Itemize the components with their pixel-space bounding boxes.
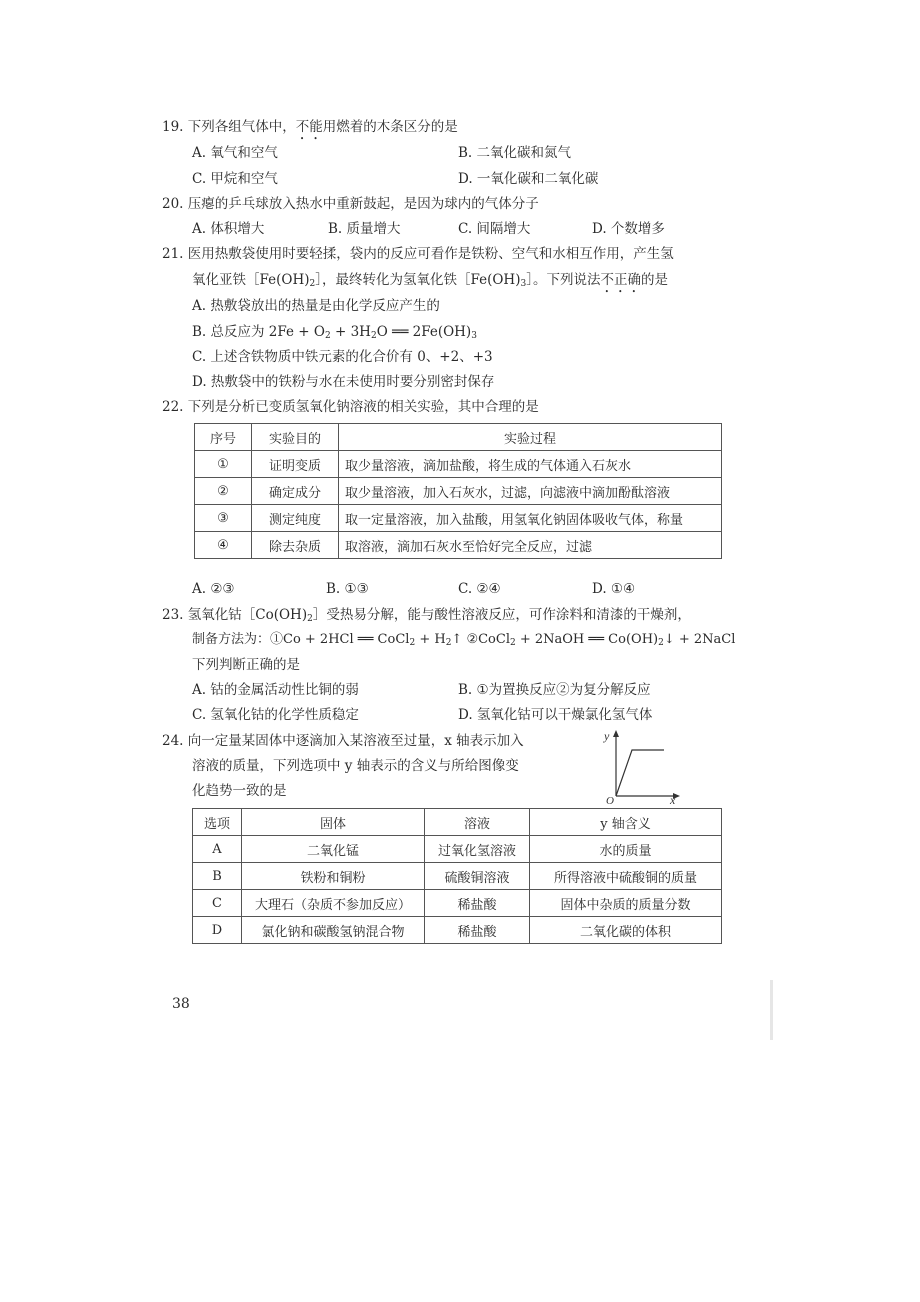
- q23-l2-sub2: 2: [445, 638, 452, 648]
- q21-l2-sub1: 2: [309, 279, 316, 289]
- q24-stem-line2: 溶液的质量，下列选项中 y 轴表示的含义与所给图像变: [192, 758, 519, 774]
- q22-header-cell: 实验过程: [339, 424, 722, 451]
- q24-cell: B: [193, 863, 242, 890]
- table-row: [195, 532, 722, 559]
- graph-curve: [616, 750, 664, 796]
- table-row: [193, 917, 722, 944]
- q24-cell: 稀盐酸: [425, 890, 530, 917]
- q22-option-a: A. ②③: [192, 581, 235, 597]
- q20-option-a: A. 体积增大: [192, 221, 265, 237]
- q19-option-b: B. 二氧化碳和氮气: [458, 145, 572, 161]
- q23-l2-a: 制备方法为：①Co + 2HCl ══ CoCl: [192, 632, 410, 647]
- q24-cell: 二氧化碳的体积: [530, 917, 722, 944]
- q22-cell: ②: [195, 478, 252, 505]
- origin-label: O: [606, 795, 614, 804]
- q21-b-b: + 3H: [330, 324, 371, 340]
- q22-cell: ③: [195, 505, 252, 532]
- q19-option-c: C. 甲烷和空气: [192, 171, 278, 187]
- q23-l2-b: + H: [415, 632, 446, 647]
- q22-cell: ①: [195, 451, 252, 478]
- q19-option-a: A. 氧气和空气: [192, 145, 278, 161]
- q22-header-cell: 序号: [195, 424, 252, 451]
- q22-table-header: [195, 424, 722, 451]
- q19-option-d: D. 一氧化碳和二氧化碳: [458, 171, 599, 187]
- q22-option-c: C. ②④: [458, 581, 501, 597]
- q23-option-d: D. 氢氧化钴可以干燥氯化氢气体: [458, 707, 653, 723]
- q23-l2-d: + 2NaOH ══ Co(OH): [515, 632, 659, 647]
- q21-option-a: A. 热敷袋放出的热量是由化学反应产生的: [192, 298, 440, 314]
- table-row: [195, 451, 722, 478]
- q21-b-a: B. 总反应为 2Fe + O: [192, 324, 325, 340]
- q24-cell: 铁粉和铜粉: [242, 863, 425, 890]
- q20-stem: 20. 压瘪的乒乓球放入热水中重新鼓起，是因为球内的气体分子: [162, 196, 539, 212]
- q24-cell: 所得溶液中硫酸铜的质量: [530, 863, 722, 890]
- q21-option-b: [192, 323, 477, 341]
- q19-stem-a: 19. 下列各组气体中，: [162, 119, 296, 135]
- q24-stem-line1: 24. 向一定量某固体中逐滴加入某溶液至过量，x 轴表示加入: [162, 733, 524, 749]
- table-row: [195, 505, 722, 532]
- q24-cell: A: [193, 836, 242, 863]
- q24-graph: [598, 728, 682, 804]
- q24-cell: 氯化钠和碳酸氢钠混合物: [242, 917, 425, 944]
- q21-b-sub2: 2: [370, 331, 377, 341]
- x-axis-label: x: [670, 793, 676, 804]
- q20-option-b: B. 质量增大: [328, 221, 401, 237]
- q23-l1-sub: 2: [307, 614, 313, 624]
- q24-table: [192, 808, 722, 944]
- q21-l2-emphasis: 不正确: [600, 272, 641, 288]
- q21-l2-c: ］。下列说法: [526, 272, 601, 288]
- q23-l2-sub3: 2: [509, 638, 516, 648]
- q19-stem-emphasis: 不能: [295, 119, 323, 135]
- q21-l2-b: ］，最终转化为氢氧化铁［Fe(OH): [315, 272, 521, 288]
- scan-edge-mark: [770, 980, 773, 1040]
- q24-cell: 硫酸铜溶液: [425, 863, 530, 890]
- q21-l2-a: 氧化亚铁［Fe(OH): [192, 272, 310, 288]
- q24-stem-line3: 化趋势一致的是: [192, 783, 287, 799]
- q24-header-cell: y 轴含义: [530, 809, 722, 836]
- q24-cell: 稀盐酸: [425, 917, 530, 944]
- q24-header-cell: 溶液: [425, 809, 530, 836]
- q21-stem-line2: [192, 271, 668, 296]
- q24-cell: D: [193, 917, 242, 944]
- table-row: [193, 863, 722, 890]
- q22-option-b: B. ①③: [326, 581, 369, 597]
- q22-header-cell: 实验目的: [252, 424, 339, 451]
- q24-header-cell: 固体: [242, 809, 425, 836]
- q22-cell: 取少量溶液，滴加盐酸，将生成的气体通入石灰水: [339, 451, 722, 478]
- q24-cell: 过氧化氢溶液: [425, 836, 530, 863]
- q24-header-cell: 选项: [193, 809, 242, 836]
- q21-option-d: D. 热敷袋中的铁粉与水在未使用时要分别密封保存: [192, 374, 495, 390]
- q22-option-d: D. ①④: [592, 581, 636, 597]
- q22-cell: 取溶液，滴加石灰水至恰好完全反应，过滤: [339, 532, 722, 559]
- q22-table: [194, 423, 722, 559]
- q22-cell: 除去杂质: [252, 532, 339, 559]
- q23-option-b: B. ①为置换反应②为复分解反应: [458, 682, 651, 698]
- q23-l2-e: ↓ + 2NaCl: [663, 632, 736, 647]
- q23-option-c: C. 氢氧化钴的化学性质稳定: [192, 707, 359, 723]
- q21-l2-d: 的是: [640, 272, 668, 288]
- q22-cell: 确定成分: [252, 478, 339, 505]
- q21-l2-sub2: 3: [520, 279, 527, 289]
- q24-cell: 二氧化锰: [242, 836, 425, 863]
- q23-l1-b: ］受热易分解，能与酸性溶液反应，可作涂料和清漆的干燥剂，: [312, 607, 691, 623]
- q21-b-sub1: 2: [324, 331, 331, 341]
- q23-stem-line3: 下列判断正确的是: [192, 657, 300, 673]
- q19-stem-b: 用燃着的木条区分的是: [322, 119, 458, 135]
- q23-option-a: A. 钴的金属活动性比铜的弱: [192, 682, 359, 698]
- q23-l2-sub1: 2: [409, 638, 416, 648]
- q23-l2-sub4: 2: [658, 638, 664, 648]
- q24-cell: C: [193, 890, 242, 917]
- table-row: [193, 890, 722, 917]
- q24-cell: 水的质量: [530, 836, 722, 863]
- q24-table-header: [193, 809, 722, 836]
- q20-option-d: D. 个数增多: [592, 221, 665, 237]
- q19-stem: [162, 118, 458, 143]
- q23-stem-line1: [162, 606, 691, 624]
- q23-l1-a: 23. 氢氧化钴［Co(OH): [162, 607, 308, 623]
- q22-cell: 测定纯度: [252, 505, 339, 532]
- q23-l2-c: ↑ ②CoCl: [451, 632, 510, 647]
- table-row: [195, 478, 722, 505]
- q21-stem-line1: 21. 医用热敷袋使用时要轻揉，袋内的反应可看作是铁粉、空气和水相互作用，产生氢: [162, 246, 674, 262]
- table-row: [193, 836, 722, 863]
- q22-cell: ④: [195, 532, 252, 559]
- q21-option-c: C. 上述含铁物质中铁元素的化合价有 0、+2、+3: [192, 349, 493, 365]
- q21-b-sub3: 3: [471, 331, 477, 341]
- q22-stem: 22. 下列是分析已变质氢氧化钠溶液的相关实验，其中合理的是: [162, 399, 539, 415]
- q20-option-c: C. 间隔增大: [458, 221, 531, 237]
- q23-stem-line2: [192, 631, 735, 649]
- y-axis-label: y: [604, 729, 610, 743]
- y-axis-arrow: [613, 730, 619, 737]
- page-number: 38: [172, 996, 190, 1012]
- q21-b-c: O ══ 2Fe(OH): [376, 324, 472, 340]
- q22-cell: 取一定量溶液，加入盐酸，用氢氧化钠固体吸收气体，称量: [339, 505, 722, 532]
- q22-cell: 取少量溶液，加入石灰水，过滤，向滤液中滴加酚酞溶液: [339, 478, 722, 505]
- q22-cell: 证明变质: [252, 451, 339, 478]
- q24-cell: 固体中杂质的质量分数: [530, 890, 722, 917]
- q24-cell: 大理石（杂质不参加反应）: [242, 890, 425, 917]
